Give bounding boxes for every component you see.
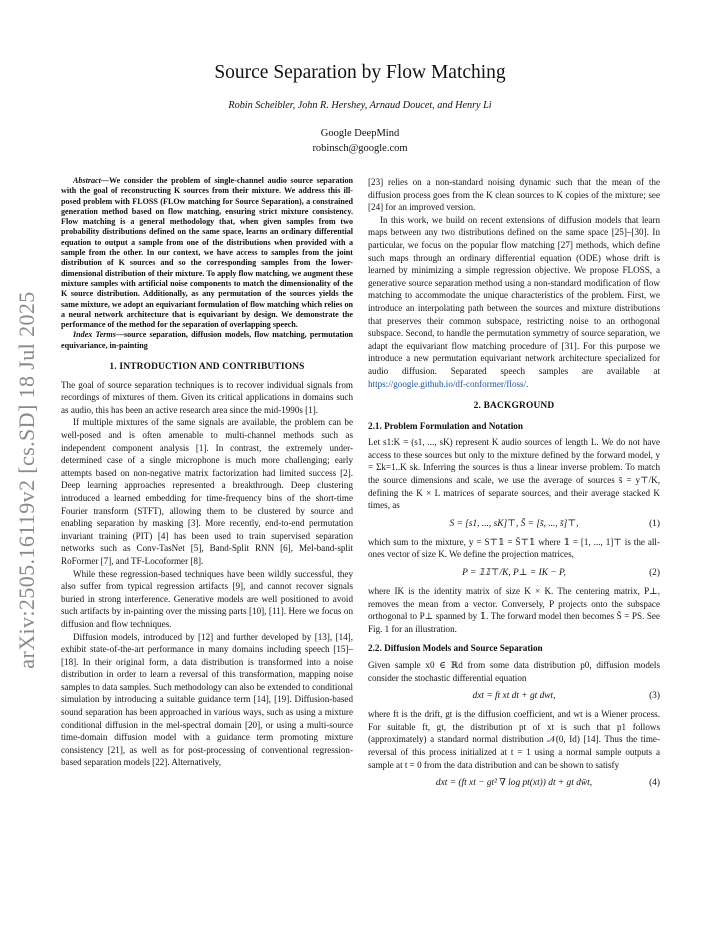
equation-1 xyxy=(368,517,660,531)
section-heading-introduction: 1. INTRODUCTION AND CONTRIBUTIONS xyxy=(109,362,305,373)
abstract-label: Abstract xyxy=(73,176,101,185)
arxiv-stamp xyxy=(2,270,52,690)
contributions-text: In this work, we build on recent extensions of diffusion models that learn maps between any two distributions defined on the same space [25]–[30]. In particular, we focus on the popular flow matching [27] methods, which define such maps through an ordinary differential equation (ODE) whose drift is learned by minimizing a simple regression objective. We propose FLOSS, a generative source separation method using a non-standard modification of flow matching to accommodate the unique characteristics of the problem. First, we introduce an interpolating path between the sources and mixture distributions that preserves their common subspace, restricting noise to an orthogonal subspace. Second, to handle the permutation symmetry of source separation, we adapt the equivariant flow matching procedure of [31]. For this purpose we introduce a new permutation equivariant network architecture specialized for audio diffusion. Separated speech samples are available at xyxy=(368,214,660,376)
intro-paragraph-2: If multiple mixtures of the same signals are available, the problem can be well-posed and is often amenable to multi-channel methods such as independent component analysis [1]. In contrast, the extremely under-determined case of a single microphone is much more challenging; early attempts based on non-negative matrix factorization had limited success [2]. Deep learning approaches represented a breakthrough. Deep clustering introduced a learned embedding for time-frequency bins of the short-time Fourier transform (STFT), allowing them to be clustered by source and enabling separation by masking [3]. More recently, end-to-end permutation invariant training (PIT) [4] has been used to train supervised separation networks such as Conv-TasNet [5], Band-Split RNN [6], Mel-band-split RoFormer [7], and TF-Locoformer [8]. xyxy=(61,417,353,566)
background-paragraph-5: where ft is the drift, gt is the diffusion coefficient, and wt is a Wiener process. For suitable ft, gt, the distribution pt of xt is such that p1 follows (approximately) a standard normal distribution 𝒩(0, Id) [14]. Thus the time-reversal of this process initialized at t = 1 using a normal sample outputs a sample at t = 0 from the data distribution and can be shown to satisfy xyxy=(368,709,660,770)
background-paragraph-4: Given sample x0 ∈ ℝd from some data distribution p0, diffusion models consider the stochastic differential equation xyxy=(368,660,660,683)
arxiv-stamp-text: arXiv:2505.16119v2 [cs.SD] 18 Jul 2025 xyxy=(14,291,39,669)
abstract-text: —We consider the problem of single-channel audio source separation with the goal of reconstructing K sources from their mixture. We address this ill-posed problem with FLOSS (FLOw matching for Source Separation), a constrained generation method based on flow matching, ensuring strict mixture consistency. Flow matching is a general methodology that, when given samples from two probability distributions defined on the same space, learns an ordinary differential equation to output a sample from one of the distributions when provided with a sample from the other. In our context, we have access to samples from the joint distribution of K sources and so the corresponding samples from the lower-dimensional distribution of their mixture. To apply flow matching, we augment these mixture samples with artificial noise components to match the dimensionality of the K source distribution. Additionally, as any permutation of the sources yields the same mixture, we adopt an equivariant formulation of flow matching which relies on a neural network architecture that is equivariant by design. We demonstrate the performance of the method for the separation of overlapping speech. xyxy=(61,176,353,330)
equation-2 xyxy=(368,566,660,580)
samples-link[interactable]: https://google.github.io/df-conformer/floss/. xyxy=(368,378,529,389)
intro-paragraph-6 xyxy=(368,214,660,390)
equation-4 xyxy=(368,776,660,790)
equation-3 xyxy=(368,689,660,703)
equation-4-number: (4) xyxy=(649,778,660,789)
equation-4-body: dxt = (ft xt − gt² ∇ log pt(xt)) dt + gt dw̄t, xyxy=(435,778,593,789)
equation-1-body: S = [s1, ..., sK]⊤, S̄ = [s̄, ..., s̄]⊤, xyxy=(449,518,579,529)
subsection-heading-diffusion-models: 2.2. Diffusion Models and Source Separation xyxy=(368,643,543,654)
equation-3-body: dxt = ft xt dt + gt dwt, xyxy=(472,691,556,702)
abstract xyxy=(61,176,353,330)
subsection-heading-problem-formulation: 2.1. Problem Formulation and Notation xyxy=(368,420,523,431)
intro-paragraph-1: The goal of source separation techniques is to recover individual signals from recordings of mixtures of them. Given its critical applications in domains such as audio, this has been an active research area since the mid-1990s [1]. xyxy=(61,379,353,415)
paper-title: Source Separation by Flow Matching xyxy=(214,62,506,83)
equation-2-number: (2) xyxy=(649,568,660,579)
email: robinsch@google.com xyxy=(312,143,408,154)
index-terms-text: —source separation, diffusion models, flow matching, permutation equivariance, in-painting xyxy=(61,330,353,350)
left-column xyxy=(61,176,353,769)
equation-2-body: P = 𝟙𝟙⊤/K, P⊥ = IK − P, xyxy=(462,568,566,579)
equation-1-number: (1) xyxy=(649,518,660,529)
intro-paragraph-5: [23] relies on a non-standard noising dynamic such that the mean of the diffusion process goes from the K clean sources to K copies of the mixture; see [24] for an improved version. xyxy=(368,177,660,213)
background-paragraph-2: which sum to the mixture, y = S⊤𝟙 = S̄⊤𝟙 where 𝟙 = [1, ..., 1]⊤ is the all-ones vector of size K. We define the projection matrices, xyxy=(368,536,660,560)
affiliation-block xyxy=(0,126,720,156)
right-column xyxy=(368,176,660,795)
section-heading-background: 2. BACKGROUND xyxy=(473,401,555,412)
background-paragraph-1: Let s1:K = (s1, ..., sK) represent K audio sources of length L. We do not have access to these sources but only to the mixture defined by the forward model, y = Σk=1..K sk. Inferring the sources is thus a linear inverse problem. To match the source dimensions and scale, we use the average of sources s̄ = y⊤/K, defining the K × L matrices of separate sources, and their average stacked K times, as xyxy=(368,437,660,511)
affiliation: Google DeepMind xyxy=(320,128,400,139)
intro-paragraph-4: Diffusion models, introduced by [12] and further developed by [13], [14], exhibit state-of-the-art performance in many domains including speech [15]–[18]. In their original form, a data distribution is transformed into a noise distribution in order to learn a reversal of this transformation, mapping noise samples to data samples. Such methodology can also be extended to conditional simulation by introducing a suitable guidance term [14], [19]. Diffusion-based sound separation has been approached in various ways, such as using a mixture conditional diffusion in the mel-spectral domain [20], or using a multi-source time-domain diffusion model with a guidance term promoting mixture consistency [21], as well as for post-processing of conventional regression-based separation models [22]. Alternatively, xyxy=(61,631,353,768)
background-paragraph-3: where IK is the identity matrix of size K × K. The centering matrix, P⊥, removes the mean from a vector. Conversely, P projects onto the subspace orthogonal to P⊥ spanned by 𝟙. The forward model then becomes S̄ = PS. See Fig. 1 for an illustration. xyxy=(368,586,660,634)
index-terms-label: Index Terms xyxy=(73,330,116,340)
author-list: Robin Scheibler, John R. Hershey, Arnaud Doucet, and Henry Li xyxy=(228,100,492,111)
index-terms xyxy=(61,330,353,351)
equation-3-number: (3) xyxy=(649,691,660,702)
intro-paragraph-3: While these regression-based techniques have been wildly successful, they also suffer from typical regression artifacts [9], and cannot recover signals buried in strong interference. Generative models are well positioned to avoid such artifacts by in-painting over the missing parts [10], [11]. Here we focus on diffusion and flow techniques. xyxy=(61,568,353,629)
